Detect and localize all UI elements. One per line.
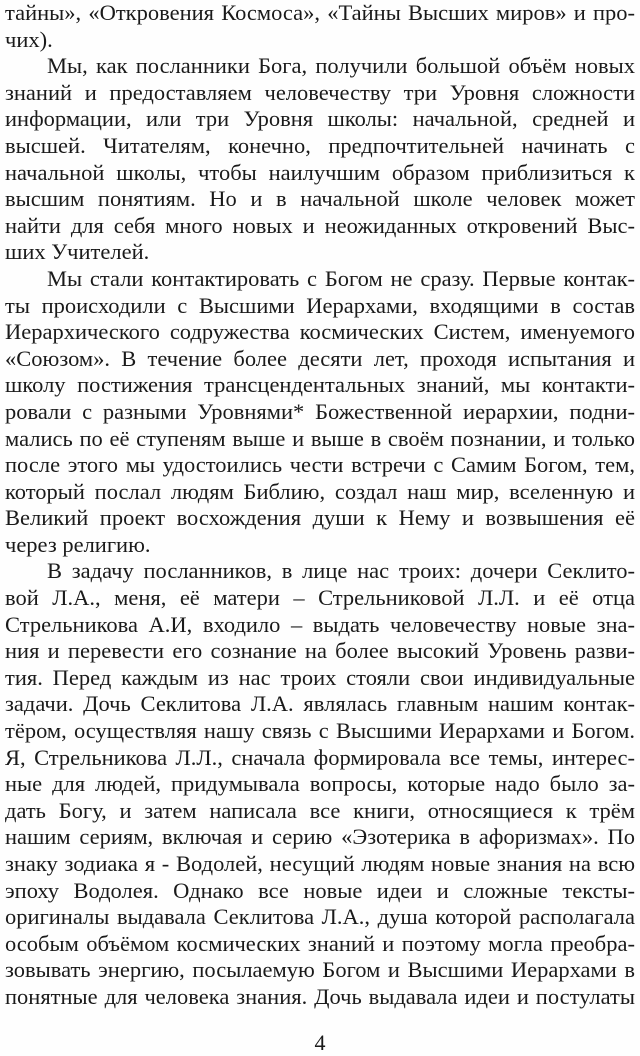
text-line: высшим понятиям. Но и в начальной школе человек может [5,186,635,212]
text-line: тайны», «Откровения Космоса», «Тайны Высших миров» и про- [5,0,635,25]
text-line: информации, или три Уровня школы: начальной, средней и [5,106,635,132]
text-line: ты происходили с Высшими Иерархами, входящими в состав [5,292,635,318]
text-line: найти для себя много новых и неожиданных откровений Выс- [5,212,635,238]
text-line: понятные для человека знания. Дочь выдавала идеи и постулаты [5,983,635,1009]
text-line: Великий проект восхождения души к Нему и возвышения её [5,505,635,531]
text-line: школу постижения трансцендентальных знаний, мы контакти- [5,372,635,398]
text-line: через религию. [5,531,151,557]
text-line: после этого мы удостоились чести встречи с Самим Богом, тем, [5,452,635,478]
text-line: чих). [5,26,53,52]
text-line: особым объёмом космических знаний и поэтому могла преобра- [5,930,635,956]
text-line: зовывать энергию, посылаемую Богом и Высшими Иерархами в [5,957,635,983]
text-line: ших Учителей. [5,239,150,265]
text-line: ровали с разными Уровнями* Божественной иерархии, подни- [5,398,635,424]
text-line: мались по её ступеням выше и выше в своём познании, и только [5,425,635,451]
text-line: вой Л.А., меня, её матери – Стрельниковой Л.Л. и её отца [5,585,635,611]
text-line: оригиналы выдавала Секлитова Л.А., душа которой располагала [5,904,635,930]
text-line: дать Богу, и затем написала все книги, относящиеся к трём [5,797,635,823]
body-text [5,0,635,1011]
text-line: В задачу посланников, в лице нас троих: дочери Секлито- [47,558,635,584]
text-line: который послал людям Библию, создал наш мир, вселенную и [5,478,635,504]
text-line: высшей. Читателям, конечно, предпочтительней начинать с [5,132,635,158]
text-line: задачи. Дочь Секлитова Л.А. являлась главным нашим контак- [5,691,635,717]
text-line: начальной школы, чтобы наилучшим образом приблизиться к [5,159,635,185]
text-line: нашим сериям, включая и серию «Эзотерика в афоризмах». По [5,824,635,850]
text-line: «Союзом». В течение более десяти лет, проходя испытания и [5,345,635,371]
text-line: Мы, как посланники Бога, получили большой объём новых [47,53,635,79]
text-line: эпоху Водолея. Однако все новые идеи и сложные тексты- [5,877,635,903]
text-line: знаку зодиака я - Водолей, несущий людям новые знания на всю [5,851,635,876]
text-line: Иерархического содружества космических Систем, именуемого [5,319,635,345]
text-line: знаний и предоставляем человечеству три Уровня сложности [5,79,635,105]
text-line: тёром, осуществляя нашу связь с Высшими Иерархами и Богом. [5,718,635,744]
text-line: тия. Перед каждым из нас троих стояли свои индивидуальные [5,664,635,690]
text-line: Стрельникова А.И, входило – выдать человечеству новые зна- [5,611,635,637]
page-number: 4 [314,1030,326,1055]
text-line: Я, Стрельникова Л.Л., сначала формировала все темы, интерес- [5,744,635,770]
text-line: Мы стали контактировать с Богом не сразу. Первые контак- [47,265,635,291]
text-line: ния и перевести его сознание на более высокий Уровень разви- [5,638,635,664]
text-line: ные для людей, придумывала вопросы, которые надо было за- [5,771,635,797]
